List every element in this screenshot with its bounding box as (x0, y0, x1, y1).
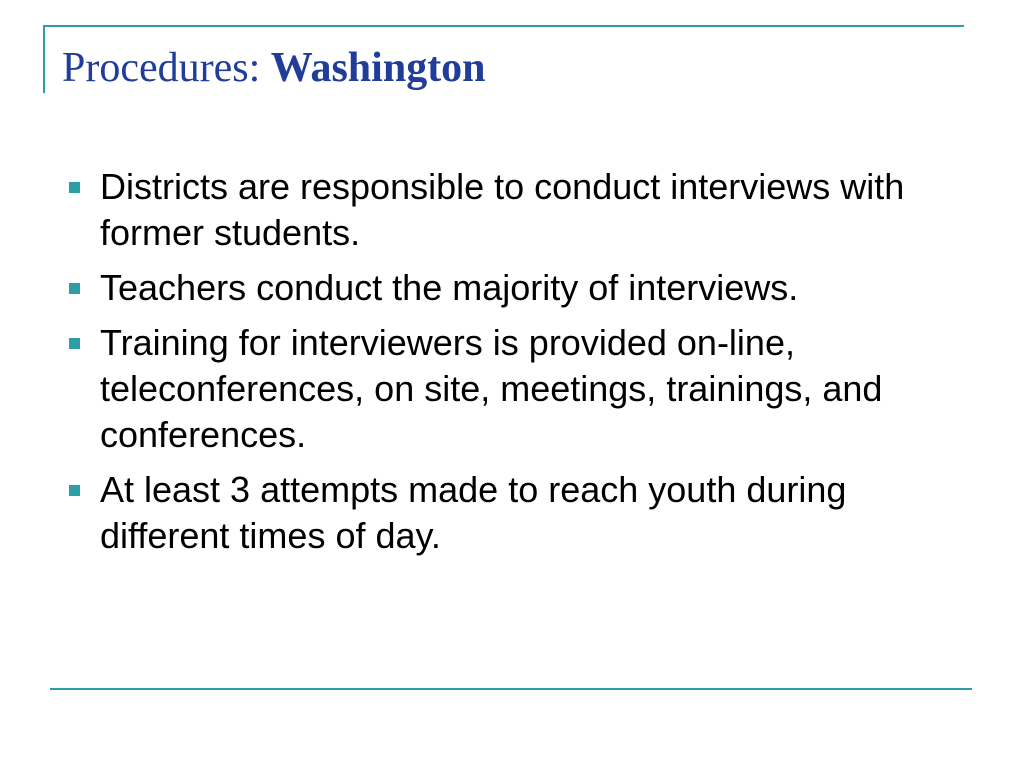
title-emphasis: Washington (270, 45, 486, 91)
top-divider (44, 25, 964, 27)
square-bullet-icon (69, 485, 80, 496)
bullet-list (62, 164, 962, 568)
bullet-item (62, 467, 962, 559)
left-accent-line (43, 25, 45, 93)
square-bullet-icon (69, 338, 80, 349)
bullet-item (62, 164, 962, 256)
bullet-text: At least 3 attempts made to reach youth during different times of day. (100, 469, 847, 556)
square-bullet-icon (69, 283, 80, 294)
title-prefix: Procedures: (62, 45, 271, 91)
slide-title (62, 40, 486, 96)
bullet-text: Districts are responsible to conduct interviews with former students. (100, 166, 905, 253)
bottom-divider (50, 688, 972, 690)
bullet-text: Teachers conduct the majority of interviews. (100, 267, 799, 308)
bullet-item (62, 265, 962, 311)
square-bullet-icon (69, 182, 80, 193)
bullet-item (62, 320, 962, 458)
bullet-text: Training for interviewers is provided on-line, teleconferences, on site, meetings, trainings, and conferences. (100, 322, 883, 455)
